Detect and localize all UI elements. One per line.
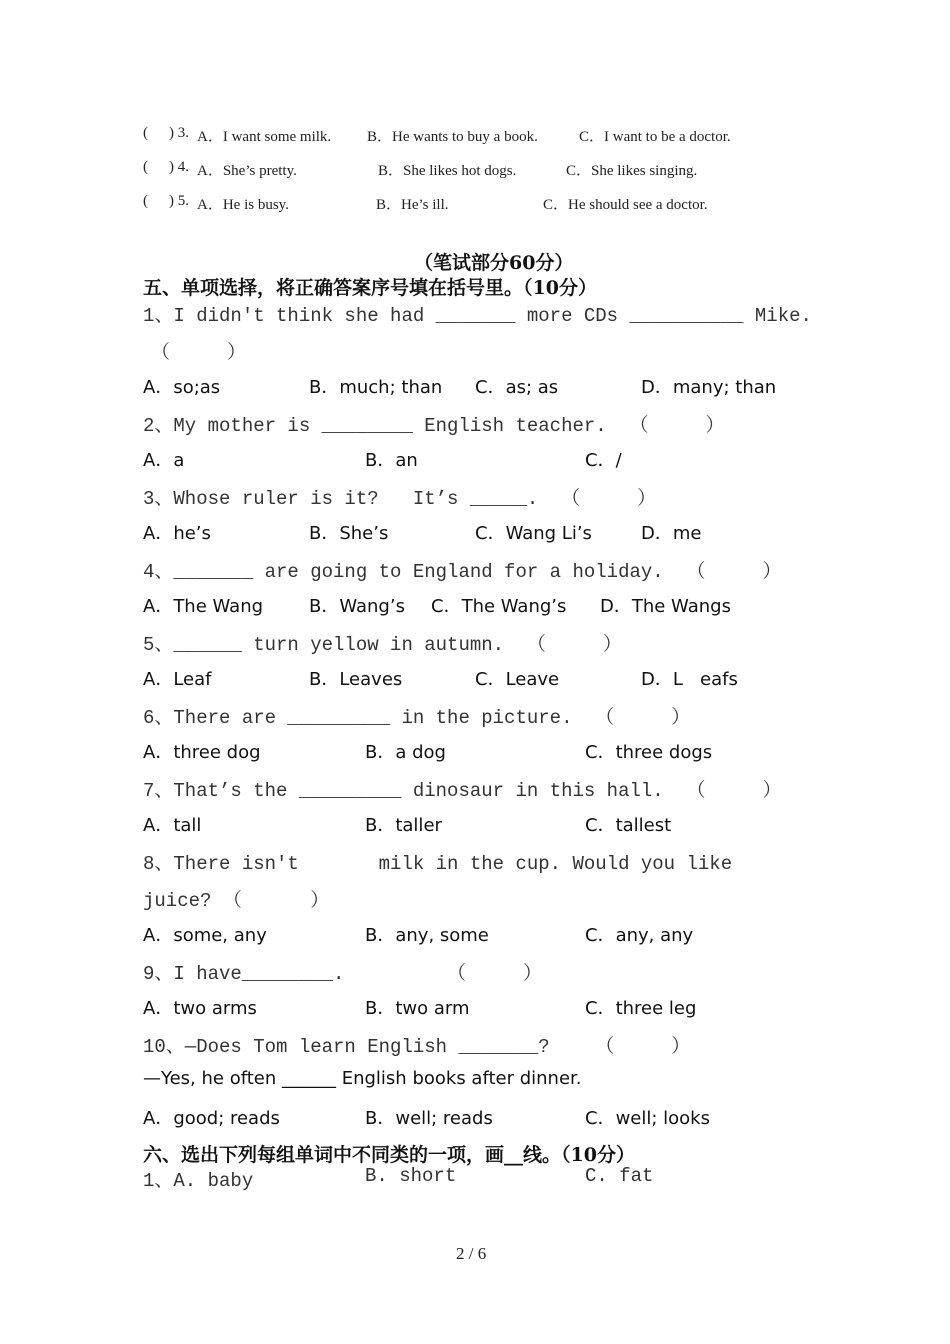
answer-paren[interactable]: ( bbox=[143, 159, 148, 175]
option-c[interactable]: C．three leg bbox=[585, 998, 697, 1019]
option-d[interactable]: D．L eafs bbox=[641, 669, 738, 690]
written-part-header: （笔试部分60分） bbox=[414, 252, 574, 274]
question-stem-continued: —Yes, he often ______ English books after dinner. bbox=[143, 1068, 582, 1089]
option-a: A．She’s pretty. bbox=[197, 163, 297, 179]
option-c[interactable]: C．three dogs bbox=[585, 742, 713, 763]
option-a[interactable]: A．some, any bbox=[143, 925, 267, 946]
question-stem: 10、—Does Tom learn English _______? （ ） bbox=[143, 1036, 691, 1058]
option-b: B．He wants to buy a book. bbox=[367, 129, 538, 145]
question-stem: 3、Whose ruler is it? It’s _____. （ ） bbox=[143, 488, 657, 510]
option-c[interactable]: C．well; looks bbox=[585, 1108, 710, 1129]
option-b[interactable]: B．a dog bbox=[365, 742, 446, 763]
option-b[interactable]: B．much; than bbox=[309, 377, 443, 398]
option-c[interactable]: C．The Wang’s bbox=[431, 596, 567, 617]
option-b[interactable]: B．She’s bbox=[309, 523, 389, 544]
option-b[interactable]: B．well; reads bbox=[365, 1108, 493, 1129]
question-stem: 8、There isn't milk in the cup. Would you like bbox=[143, 853, 733, 875]
option-c[interactable]: C．Leave bbox=[475, 669, 560, 690]
option-b[interactable]: B．Leaves bbox=[309, 669, 403, 690]
question-stem: 2、My mother is ________ English teacher. （ ） bbox=[143, 415, 725, 437]
option-a[interactable]: A．he’s bbox=[143, 523, 211, 544]
option-b[interactable]: B．taller bbox=[365, 815, 442, 836]
option-a[interactable]: A．three dog bbox=[143, 742, 261, 763]
question-stem: 5、______ turn yellow in autumn. （ ） bbox=[143, 634, 622, 656]
option-b[interactable]: B．an bbox=[365, 450, 418, 471]
option-a[interactable]: A．a bbox=[143, 450, 185, 471]
option-c: C．She likes singing. bbox=[566, 163, 698, 179]
option-a[interactable]: A．so;as bbox=[143, 377, 221, 398]
option-a: A．He is busy. bbox=[197, 197, 289, 213]
answer-paren[interactable]: ( bbox=[143, 193, 148, 209]
question-stem: 7、That’s the _________ dinosaur in this hall. （ ） bbox=[143, 780, 782, 802]
answer-paren[interactable]: ( bbox=[143, 125, 148, 141]
option-c[interactable]: C．Wang Li’s bbox=[475, 523, 592, 544]
option-b: B．He’s ill. bbox=[376, 197, 449, 213]
question-stem-continued: juice? （ ） bbox=[143, 890, 330, 912]
option-b[interactable]: B. short bbox=[365, 1165, 457, 1187]
option-c[interactable]: C．any, any bbox=[585, 925, 694, 946]
option-a[interactable]: A．tall bbox=[143, 815, 202, 836]
question-stem: 6、There are _________ in the picture. （ ） bbox=[143, 707, 691, 729]
section-6-title: 六、选出下列每组单词中不同类的一项，画__线。（10分） bbox=[143, 1144, 635, 1166]
option-c: C．I want to be a doctor. bbox=[579, 129, 731, 145]
option-a[interactable]: A．two arms bbox=[143, 998, 257, 1019]
option-b[interactable]: B．Wang’s bbox=[309, 596, 405, 617]
option-c[interactable]: C．/ bbox=[585, 450, 622, 471]
option-d[interactable]: D．me bbox=[641, 523, 702, 544]
section-5-title: 五、单项选择，将正确答案序号填在括号里。（10分） bbox=[143, 277, 597, 299]
option-d[interactable]: D．The Wangs bbox=[600, 596, 731, 617]
option-a[interactable]: A．Leaf bbox=[143, 669, 212, 690]
option-a[interactable]: A．The Wang bbox=[143, 596, 264, 617]
option-a[interactable]: 1、A. baby bbox=[143, 1170, 254, 1192]
option-c: C．He should see a doctor. bbox=[543, 197, 708, 213]
option-a: A．I want some milk. bbox=[197, 129, 332, 145]
option-b[interactable]: B．two arm bbox=[365, 998, 470, 1019]
option-b: B．She likes hot dogs. bbox=[378, 163, 517, 179]
question-number: ) 4. bbox=[169, 159, 189, 175]
option-a[interactable]: A．good; reads bbox=[143, 1108, 280, 1129]
option-c[interactable]: C．tallest bbox=[585, 815, 672, 836]
question-number: ) 3. bbox=[169, 125, 189, 141]
option-d[interactable]: D．many; than bbox=[641, 377, 777, 398]
option-c[interactable]: C．as; as bbox=[475, 377, 559, 398]
question-stem: 1、I didn't think she had _______ more CDs __________ Mike. bbox=[143, 305, 812, 327]
option-b[interactable]: B．any, some bbox=[365, 925, 489, 946]
option-c[interactable]: C. fat bbox=[585, 1165, 654, 1187]
question-stem: 9、I have________. （ ） bbox=[143, 963, 543, 985]
question-number: ) 5. bbox=[169, 193, 189, 209]
question-stem: 4、_______ are going to England for a holiday. （ ） bbox=[143, 561, 782, 583]
answer-paren[interactable]: （ ） bbox=[151, 342, 247, 364]
page-number: 2 / 6 bbox=[456, 1244, 487, 1263]
